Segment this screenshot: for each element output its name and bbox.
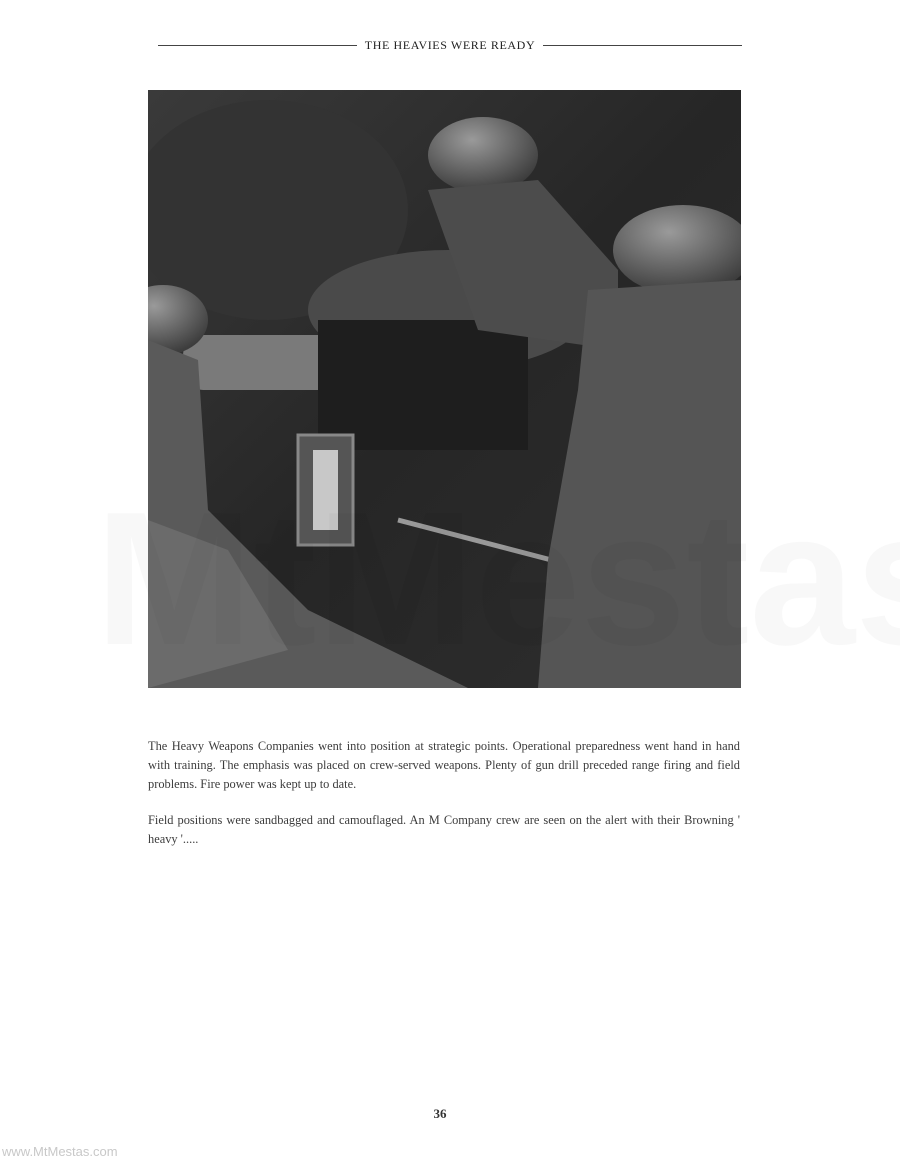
header-rule-right <box>543 45 742 46</box>
running-header <box>158 38 742 53</box>
page-number: 36 <box>433 1106 447 1121</box>
machine-gun-crew-photo <box>148 90 741 688</box>
paragraph-2: Field positions were sandbagged and camouflaged. An M Company crew are seen on the alert with their Browning ' heavy '..... <box>148 813 740 846</box>
header-rule-left <box>158 45 357 46</box>
paragraph-1: The Heavy Weapons Companies went into position at strategic points. Operational preparedness went hand in hand with training. The emphasis was placed on crew-served weapons. Plenty of gun drill preceded range firing and field problems. Fire power was kept up to date. <box>148 739 740 791</box>
header-title: THE HEAVIES WERE READY <box>364 38 536 52</box>
site-watermark: www.MtMestas.com <box>2 1144 118 1159</box>
